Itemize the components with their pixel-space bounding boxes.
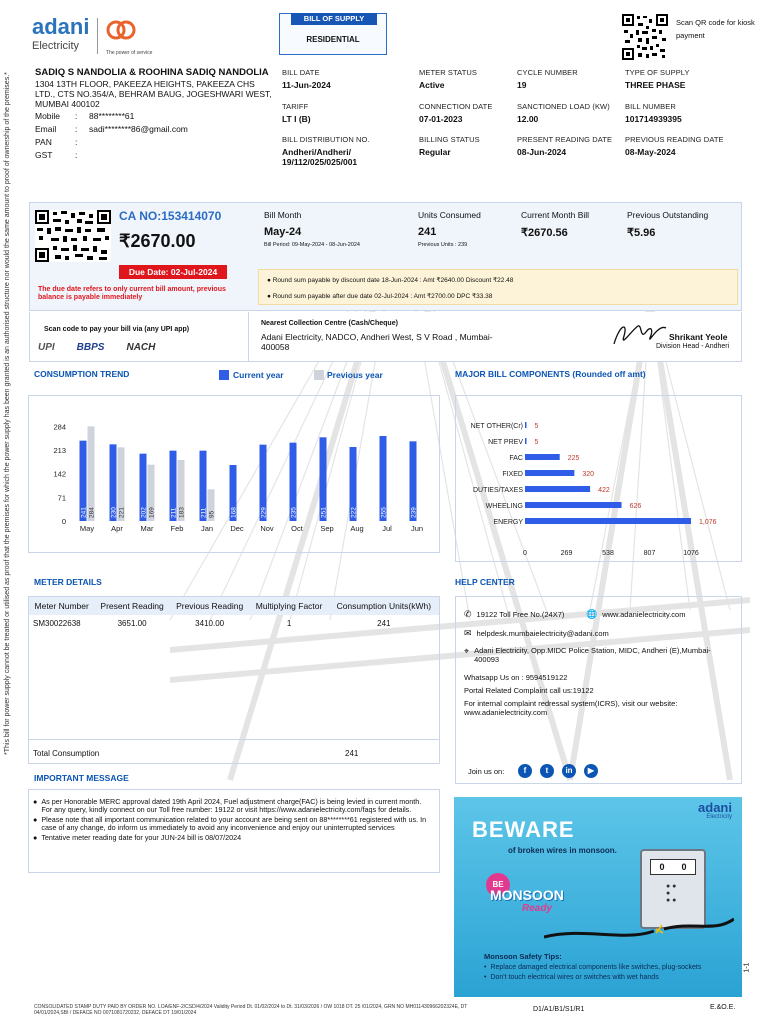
component-value-label: 320 — [582, 471, 595, 478]
meter-details-frame — [28, 596, 440, 764]
component-label: FIXED — [502, 471, 523, 478]
consumption-trend-title: CONSUMPTION TREND — [34, 369, 130, 379]
youtube-icon[interactable]: ▶ — [584, 764, 598, 778]
meter-header-cell: Previous Reading — [170, 597, 250, 615]
bill-month-label: Bill Month — [264, 210, 302, 220]
bill-month-value: May-24 — [264, 226, 302, 238]
social-icons — [518, 764, 602, 778]
footer-page: 1-1 — [743, 962, 751, 973]
bill-info-value: 101714939395 — [625, 114, 682, 124]
important-message-item — [33, 816, 433, 832]
component-label: WHEELING — [485, 503, 523, 510]
legend-current-swatch — [219, 370, 229, 380]
x-tick-label: 1076 — [683, 550, 699, 557]
y-tick-label: 284 — [53, 422, 66, 432]
bullet-icon: • — [484, 974, 487, 981]
side-disclaimer-text: *This bill for power supply cannot be treated or utilised as proof that the premises for which the power supply has been granted is an authorised structure nor would the same amount to proof of ownership of the premises.* — [4, 72, 11, 755]
qr-icon — [622, 14, 668, 60]
x-tick-label: 807 — [643, 550, 656, 557]
customer-name: SADIQ S NANDOLIA & ROOHINA SADIQ NANDOLIA — [35, 67, 269, 78]
important-message-item — [33, 834, 433, 842]
mail-icon: ✉ — [464, 628, 472, 638]
meter-cell: 1 — [286, 619, 292, 628]
meter-cell: SM30022638 — [33, 619, 81, 628]
bill-info-value: Active — [419, 80, 445, 90]
linkedin-icon[interactable]: in — [562, 764, 576, 778]
bullet-icon: • — [484, 964, 487, 971]
upi-qr-code[interactable] — [35, 210, 111, 262]
current-year-label: 235 — [290, 507, 298, 518]
bill-info-cell — [625, 135, 730, 157]
current-year-label: 202 — [140, 507, 148, 518]
x-tick-label: Nov — [260, 524, 274, 533]
x-tick-label: 538 — [602, 550, 614, 557]
service-logo — [106, 17, 166, 57]
qr-icon — [35, 210, 111, 262]
due-date-badge: Due Date: 02-Jul-2024 — [119, 265, 227, 279]
meter-cell: 3651.00 — [117, 619, 147, 628]
current-year-label: 211 — [200, 507, 208, 518]
collection-centre-address: Adani Electricity, NADCO, Andheri West, S V Road , Mumbai-400058 — [261, 332, 493, 352]
bill-info-value: LT I (B) — [282, 114, 311, 124]
bill-info-label: METER STATUS — [419, 68, 478, 77]
current-year-label: 222 — [350, 507, 358, 518]
side-disclaimer — [0, 72, 16, 755]
bill-info-label: SANCTIONED LOAD (KW) — [517, 102, 610, 111]
current-year-label: 239 — [410, 507, 418, 518]
round-sum-after-due: ● Round sum payable after due date 02-Jul-2024 : Amt ₹2700.00 DPC ₹33.38 — [267, 293, 493, 300]
component-value-label: 422 — [598, 487, 610, 494]
customer-block — [35, 68, 275, 162]
help-email-text: helpdesk.mumbaielectricity@adani.com — [476, 629, 609, 638]
meter-total-divider — [29, 739, 439, 740]
component-bar — [525, 486, 590, 492]
bullet-icon: ● — [33, 815, 38, 824]
bill-info-label: BILLING STATUS — [419, 135, 480, 144]
round-sum-box — [258, 269, 738, 305]
help-email[interactable] — [464, 628, 609, 639]
bill-info-cell — [282, 135, 412, 167]
current-year-label: 255 — [380, 507, 388, 518]
x-tick-label: Sep — [320, 524, 334, 533]
globe-icon: 🌐 — [586, 609, 598, 619]
ad-brand: adani — [698, 800, 732, 815]
bill-info-cell — [282, 102, 412, 124]
meter-header-cell: Meter Number — [29, 597, 94, 615]
component-value-label: 225 — [567, 455, 580, 462]
total-amount: ₹2670.00 — [119, 231, 196, 251]
ad-brand-sub: Electricity — [706, 814, 732, 820]
bill-info-label: CYCLE NUMBER — [517, 68, 578, 77]
collection-centre-title: Nearest Collection Centre (Cash/Cheque) — [261, 320, 398, 327]
total-consumption-label: Total Consumption — [33, 749, 100, 758]
bill-info-cell — [282, 68, 412, 90]
component-bar — [525, 502, 622, 508]
bill-components-title: MAJOR BILL COMPONENTS (Rounded off amt) — [455, 369, 646, 379]
important-message-item — [33, 798, 433, 814]
bill-components-chart — [455, 395, 742, 562]
bill-info-label: BILL NUMBER — [625, 102, 676, 111]
current-bill-value: ₹2670.56 — [521, 227, 568, 239]
previous-year-label: 284 — [88, 507, 96, 518]
due-date-note: The due date refers to only current bill amount, previous balance is payable immediately — [38, 286, 226, 301]
previous-year-label: 221 — [118, 507, 126, 518]
bill-info-label: BILL DISTRIBUTION NO. — [282, 135, 370, 144]
important-message-frame — [28, 789, 440, 873]
bbps-logo[interactable]: BBPS — [76, 341, 105, 353]
bill-info-value: Regular — [419, 147, 451, 157]
units-consumed-value: 241 — [418, 226, 437, 238]
units-consumed-label: Units Consumed — [418, 210, 481, 220]
ad-tip-text: Replace damaged electrical components like switches, plug-sockets — [490, 964, 702, 971]
help-center-frame — [455, 596, 742, 784]
ad-tip-text: Don't touch electrical wires or switches with wet hands — [490, 974, 659, 981]
round-sum-discount-text: Round sum payable by discount date 18-Jun-2024 : Amt ₹2640.00 Discount ₹22.48 — [272, 277, 514, 284]
y-tick-label: 213 — [53, 446, 66, 455]
bill-info-label: TYPE OF SUPPLY — [625, 68, 690, 77]
payment-logos — [38, 339, 238, 355]
customer-field-sep: : — [75, 137, 78, 147]
component-value-label: 626 — [629, 503, 642, 510]
x-tick-label: May — [79, 524, 95, 533]
payment-divider — [248, 312, 249, 362]
component-label: FAC — [509, 455, 523, 462]
footer-code: D1/A1/B1/S1/R1 — [533, 1006, 585, 1013]
x-tick-label: Aug — [350, 524, 364, 533]
current-year-label: 251 — [320, 507, 328, 518]
ad-logo — [698, 801, 732, 820]
bill-info-label: BILL DATE — [282, 68, 320, 77]
kiosk-qr-code[interactable] — [622, 14, 668, 60]
logo-divider — [97, 18, 98, 54]
legend-previous-label: Previous year — [327, 370, 383, 380]
bill-info-cell — [625, 68, 730, 90]
customer-field-sep: : — [75, 124, 78, 134]
round-sum-after-due-text: Round sum payable after due date 02-Jul-2024 : Amt ₹2700.00 DPC ₹33.38 — [272, 293, 493, 300]
current-year-label: 211 — [170, 507, 178, 518]
previous-year-label: 183 — [178, 507, 186, 518]
meter-cell: 3410.00 — [195, 619, 225, 628]
nach-logo[interactable]: NACH — [126, 341, 156, 353]
bullet-icon: ● — [33, 797, 38, 806]
monsoon-ad-banner — [454, 797, 742, 997]
help-website-text: www.adanielectricity.com — [602, 610, 686, 619]
upi-text: Scan code to pay your bill via (any UPI app) — [44, 326, 190, 333]
service-tagline: The power of service — [106, 50, 153, 56]
ready-badge: Ready — [522, 903, 553, 914]
customer-field-label: Email — [35, 124, 57, 134]
meter-header-cell: Multiplying Factor — [249, 597, 328, 615]
bill-info-value: 19 — [517, 80, 527, 90]
upi-logo[interactable]: UPI — [38, 341, 55, 353]
x-tick-label: Apr — [111, 524, 123, 533]
bill-info-cell — [625, 102, 730, 124]
help-portal: Portal Related Complaint call us:19122 — [464, 686, 594, 695]
x-tick-label: Mar — [140, 524, 154, 533]
component-bar — [525, 422, 527, 428]
x-tick-label: Oct — [291, 524, 303, 533]
help-phone[interactable] — [464, 609, 564, 620]
help-address-text: Adani Electricity, Opp.MIDC Police Station, MIDC, Andheri (E),Mumbai-400093 — [474, 646, 711, 664]
customer-field-value: sadi********86@gmail.com — [89, 124, 188, 134]
ad-tips-list — [484, 964, 724, 984]
bill-info-value: 07-01-2023 — [419, 114, 463, 124]
meter-table-row — [29, 615, 439, 632]
meter-table — [29, 597, 439, 632]
ad-subline: of broken wires in monsoon. — [508, 846, 617, 855]
customer-address: 1304 13TH FLOOR, PAKEEZA HEIGHTS, PAKEEZA CHS LTD., CTS NO.354/A, BEHRAM BAUG, JOGESHWARI WEST, MUMBAI 400102 — [35, 79, 272, 109]
component-label: DUTIES/TAXES — [472, 487, 523, 494]
bill-supply-type: RESIDENTIAL — [306, 35, 360, 44]
meter-digit-1: 0 — [659, 862, 665, 872]
help-phone-text: 19122 Toll Free No.(24X7) — [476, 610, 565, 619]
bill-of-supply-box — [279, 13, 387, 55]
help-icrs: For internal complaint redressal system(ICRS), visit our website: www.adanielectricity.com — [464, 699, 678, 717]
customer-fields — [35, 110, 275, 162]
customer-field-row — [35, 136, 275, 149]
ad-tips-title: Monsoon Safety Tips: — [484, 952, 562, 961]
bill-info-cell — [419, 135, 524, 157]
important-message-text: As per Honorable MERC approval dated 19th April 2024, Fuel adjustment charge(FAC) is being levied in current month. For any query, kindly connect on our Toll free number: 19122 or visit https://www.adanielectricity.com/faqs for details. — [41, 797, 422, 814]
join-us-label: Join us on: — [468, 767, 505, 776]
previous-outstanding-value: ₹5.96 — [627, 227, 656, 239]
component-bar — [525, 454, 560, 460]
help-whatsapp[interactable]: Whatsapp Us on : 9594519122 — [464, 673, 568, 682]
meter-display — [650, 859, 696, 875]
y-tick-label: 142 — [53, 469, 66, 479]
total-consumption-value: 241 — [345, 749, 359, 758]
component-label: NET OTHER(Cr) — [470, 423, 523, 430]
meter-dots-icon: ● ● ● ● ● — [666, 883, 677, 904]
current-year-label: 241 — [80, 507, 88, 518]
signatory-name: Shrikant Yeole — [669, 332, 728, 342]
component-label: NET PREV — [488, 439, 523, 446]
y-tick-label: 71 — [57, 493, 66, 503]
x-tick-label: Feb — [170, 524, 184, 533]
customer-field-value: 88********61 — [89, 111, 135, 121]
component-value-label: 5 — [534, 423, 539, 430]
customer-field-sep: : — [75, 150, 78, 160]
component-bar — [525, 438, 527, 444]
broken-wire-icon — [544, 907, 734, 947]
previous-units: Previous Units : 239 — [418, 242, 468, 248]
meter-table-header — [29, 597, 439, 615]
previous-year-label: 169 — [148, 507, 156, 518]
kiosk-qr-caption: Scan QR code for kiosk payment — [676, 18, 755, 40]
component-value-label: 5 — [534, 439, 539, 446]
previous-outstanding-label: Previous Outstanding — [627, 210, 709, 220]
bill-of-supply-title: BILL OF SUPPLY — [291, 13, 377, 25]
current-year-label: 168 — [230, 507, 238, 518]
meter-header-cell: Consumption Units(kWh) — [329, 597, 439, 615]
legend-previous-swatch — [314, 370, 324, 380]
bill-info-cell — [517, 135, 622, 157]
current-bill-label: Current Month Bill — [521, 210, 590, 220]
bill-info-cell — [517, 68, 622, 90]
customer-field-row — [35, 123, 275, 136]
consumption-trend-chart — [28, 395, 440, 553]
bill-period: Bill Period: 09-May-2024 - 08-Jun-2024 — [264, 242, 360, 248]
power-of-service-icon — [106, 17, 136, 43]
signatory-title: Division Head - Andheri — [656, 343, 730, 350]
logo-sub: Electricity — [32, 40, 80, 52]
y-tick-label: 0 — [61, 517, 66, 526]
ad-headline: BEWARE — [472, 817, 575, 842]
bill-info-value: 12.00 — [517, 114, 539, 124]
bill-info-label: CONNECTION DATE — [419, 102, 493, 111]
previous-year-bar — [88, 426, 95, 521]
customer-field-label: GST — [35, 150, 53, 160]
customer-field-label: PAN — [35, 137, 52, 147]
meter-header-cell: Present Reading — [94, 597, 169, 615]
x-tick-label: 0 — [523, 550, 527, 557]
important-message-title: IMPORTANT MESSAGE — [34, 773, 129, 783]
meter-cell: 241 — [377, 619, 391, 628]
bill-info-value: 11-Jun-2024 — [282, 80, 331, 90]
location-pin-icon: ⌖ — [464, 646, 470, 656]
component-value-label: 1,076 — [699, 519, 717, 526]
twitter-icon[interactable]: t — [540, 764, 554, 778]
meter-details-title: METER DETAILS — [34, 577, 102, 587]
ad-tip-item — [484, 974, 724, 982]
x-tick-label: 269 — [560, 550, 573, 557]
bill-info-label: PREVIOUS READING DATE — [625, 135, 724, 144]
bill-info-value: 08-Jun-2024 — [517, 147, 567, 157]
bill-info-value: Andheri/Andheri/ 19/112/025/025/001 — [282, 147, 358, 167]
customer-field-row — [35, 110, 275, 123]
help-website[interactable] — [586, 609, 685, 620]
ca-number: CA NO:153414070 — [119, 209, 222, 223]
component-label: ENERGY — [493, 519, 523, 526]
phone-icon: ✆ — [464, 609, 472, 619]
be-badge: BE — [486, 873, 510, 897]
footer-eoe: E.&O.E. — [710, 1004, 736, 1011]
footer-stamp-duty: CONSOLIDATED STAMP DUTY PAID BY ORDER NO. LOA/ENF-2/CSD/4/2024 Validity Period Dt. 01/02/2024 to Dt. 31/03/2026 / OW 1018 DT. 25 /01/2024, GRN NO MH011430966202324E, DT 04/01/2024,SBI / DEFACE NO 0071081720232, DEFACE DT 19/01/2024 — [34, 1004, 468, 1016]
important-message-text: Tentative meter reading date for your JUN-24 bill is 08/07/2024 — [41, 833, 242, 842]
previous-year-label: 95 — [208, 510, 216, 518]
x-tick-label: Dec — [230, 524, 244, 533]
x-tick-label: Jun — [410, 524, 424, 533]
current-year-label: 229 — [260, 507, 268, 518]
meter-digit-2: 0 — [681, 862, 687, 872]
bill-info-cell — [517, 102, 622, 124]
ad-tip-item — [484, 964, 724, 972]
bill-info-label: TARIFF — [282, 102, 309, 111]
current-year-label: 230 — [110, 507, 118, 518]
customer-field-label: Mobile — [35, 111, 61, 121]
x-tick-label: Jul — [382, 524, 392, 533]
important-message-text: Please note that all important communication related to your account are being sent on 88********61 registered with us. In case of any change, do inform us immediately to avoid any inconvenience and enjoy our uninterrupted services — [41, 815, 427, 832]
customer-field-row — [35, 149, 275, 162]
logo-wordmark: adani — [32, 14, 90, 39]
bill-info-value: 08-May-2024 — [625, 147, 676, 157]
round-sum-discount: ● Round sum payable by discount date 18-Jun-2024 : Amt ₹2640.00 Discount ₹22.48 — [267, 277, 514, 284]
x-tick-label: Jan — [200, 524, 214, 533]
important-message-list — [29, 790, 439, 842]
customer-field-sep: : — [75, 111, 78, 121]
help-center-title: HELP CENTER — [455, 577, 515, 587]
bill-info-label: PRESENT READING DATE — [517, 135, 613, 144]
bill-info-grid — [282, 68, 752, 178]
monsoon-badge: MONSOON — [490, 887, 564, 903]
legend-current-label: Current year — [233, 370, 284, 380]
bullet-icon: ● — [33, 833, 38, 842]
bill-info-cell — [419, 68, 524, 90]
bill-info-cell — [419, 102, 524, 124]
component-bar — [525, 518, 691, 524]
component-bar — [525, 470, 574, 476]
facebook-icon[interactable]: f — [518, 764, 532, 778]
bill-info-value: THREE PHASE — [625, 80, 686, 90]
help-address — [464, 646, 734, 664]
